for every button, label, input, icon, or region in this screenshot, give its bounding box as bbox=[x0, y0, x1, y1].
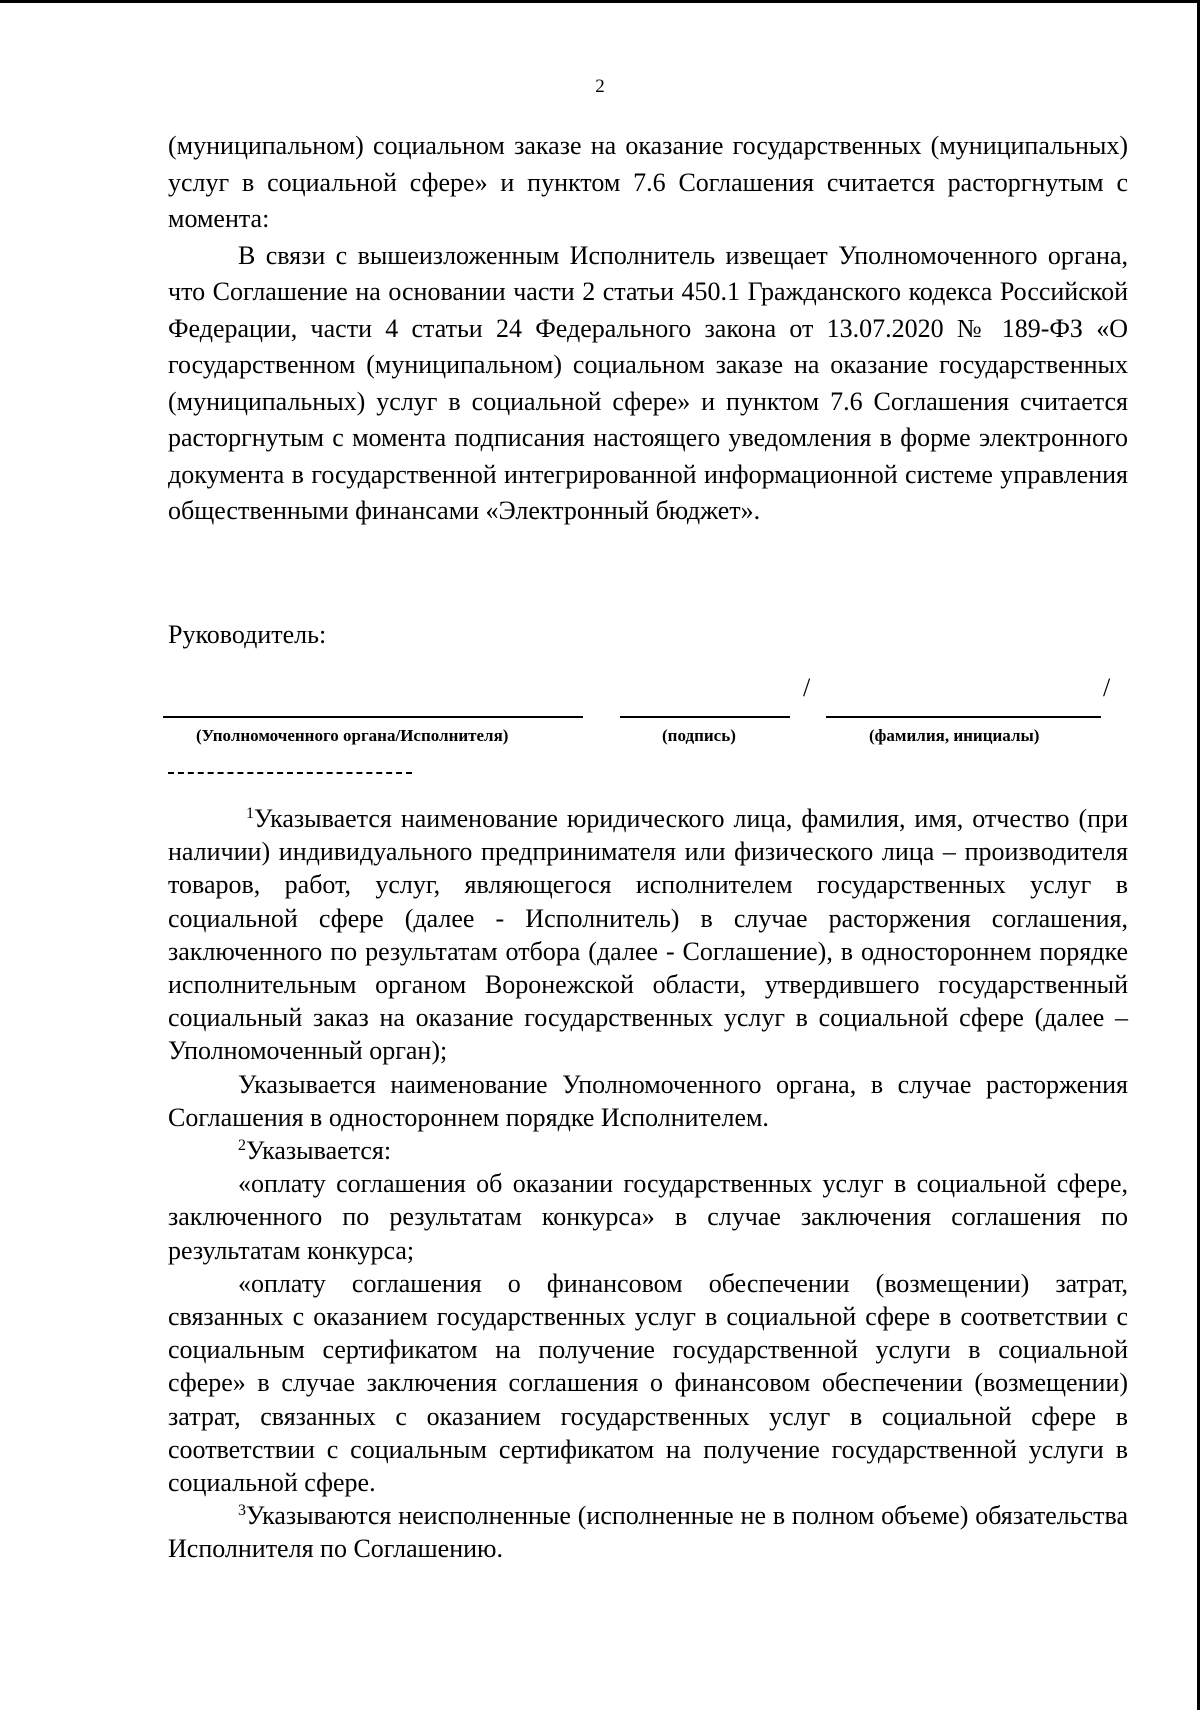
caption-org: (Уполномоченного органа/Исполнителя) bbox=[196, 726, 509, 745]
footnote-1b: Указывается наименование Уполномоченного органа, в случае расторжения Соглашения в одностороннем порядке Исполнителем. bbox=[168, 1069, 1128, 1132]
page-number: 2 bbox=[595, 76, 605, 97]
footnote-2a: «оплату соглашения об оказании государственных услуг в социальной сфере, заключенного по результатам конкурса» в случае заключения соглашения по результатам конкурса; bbox=[168, 1169, 1128, 1265]
slash-1: / bbox=[803, 673, 811, 702]
body-paragraph-2: В связи с вышеизложенным Исполнитель извещает Уполномоченного органа, что Соглашение на основании части 2 статьи 450.1 Гражданского кодекса Российской Федерации, части 4 статьи 24 Федерального закона от 13.07.2020 № 189-ФЗ «О государственном (муниципальном) социальном заказе на оказание государственных (муниципальных) услуг в социальной сфере» и пунктом 7.6 Соглашения считается расторгнутым с момента подписания настоящего уведомления в форме электронного документа в государственной интегрированной информационной системе управления общественными финансами «Электронный бюджет». bbox=[168, 240, 1128, 525]
head-label: Руководитель: bbox=[168, 620, 327, 649]
signature-line-sign bbox=[620, 716, 790, 718]
footnote-1a bbox=[168, 802, 1128, 1068]
footnote-mark-1: 1 bbox=[246, 805, 254, 822]
caption-name: (фамилия, инициалы) bbox=[869, 726, 1040, 745]
caption-sign: (подпись) bbox=[662, 726, 736, 745]
footnote-2b: «оплату соглашения о финансовом обеспечении (возмещении) затрат, связанных с оказанием государственных услуг в социальной сфере в соответствии с социальным сертификатом на получение государственной услуги в социальной сфере» в случае заключения соглашения о финансовом обеспечении (возмещении) затрат, связанных с оказанием государственных услуг в социальной сфере в соответствии с социальным сертификатом на получение государственной услуги в социальной сфере. bbox=[168, 1268, 1128, 1498]
scan-edge-top bbox=[0, 0, 1200, 3]
footnote-2-intro bbox=[168, 1134, 1128, 1167]
footnote-mark-3: 3 bbox=[238, 1502, 246, 1520]
signature-line-name bbox=[826, 716, 1101, 718]
body-paragraph-1: (муниципальном) социальном заказе на оказание государственных (муниципальных) услуг в социальной сфере» и пунктом 7.6 Соглашения считается расторгнутым с момента: bbox=[168, 131, 1128, 233]
footnote-3 bbox=[168, 1499, 1128, 1565]
footnote-1a-text: Указывается наименование юридического лица, фамилия, имя, отчество (при наличии) индивидуального предпринимателя или физического лица – производителя товаров, работ, услуг, являющегося исполнителем государственных услуг в социальной сфере (далее - Исполнитель) в случае расторжения соглашения, заключенного по результатам отбора (далее - Соглашение), в одностороннем порядке исполнительным органом Воронежской области, утвердившего государственный социальный заказ на оказание государственных услуг в социальной сфере (далее – Уполномоченный орган); bbox=[168, 804, 1128, 1066]
footnote-3-text: Указываются неисполненные (исполненные не в полном объеме) обязательства Исполнителя по Соглашению. bbox=[168, 1501, 1128, 1564]
signature-line-org bbox=[163, 716, 583, 718]
footnotes bbox=[168, 802, 1128, 1566]
body-text bbox=[168, 128, 1128, 530]
footnote-mark-2: 2 bbox=[238, 1137, 246, 1155]
footnote-2-intro-text: Указывается: bbox=[246, 1136, 392, 1166]
footnote-separator bbox=[168, 772, 412, 774]
slash-2: / bbox=[1103, 673, 1111, 702]
